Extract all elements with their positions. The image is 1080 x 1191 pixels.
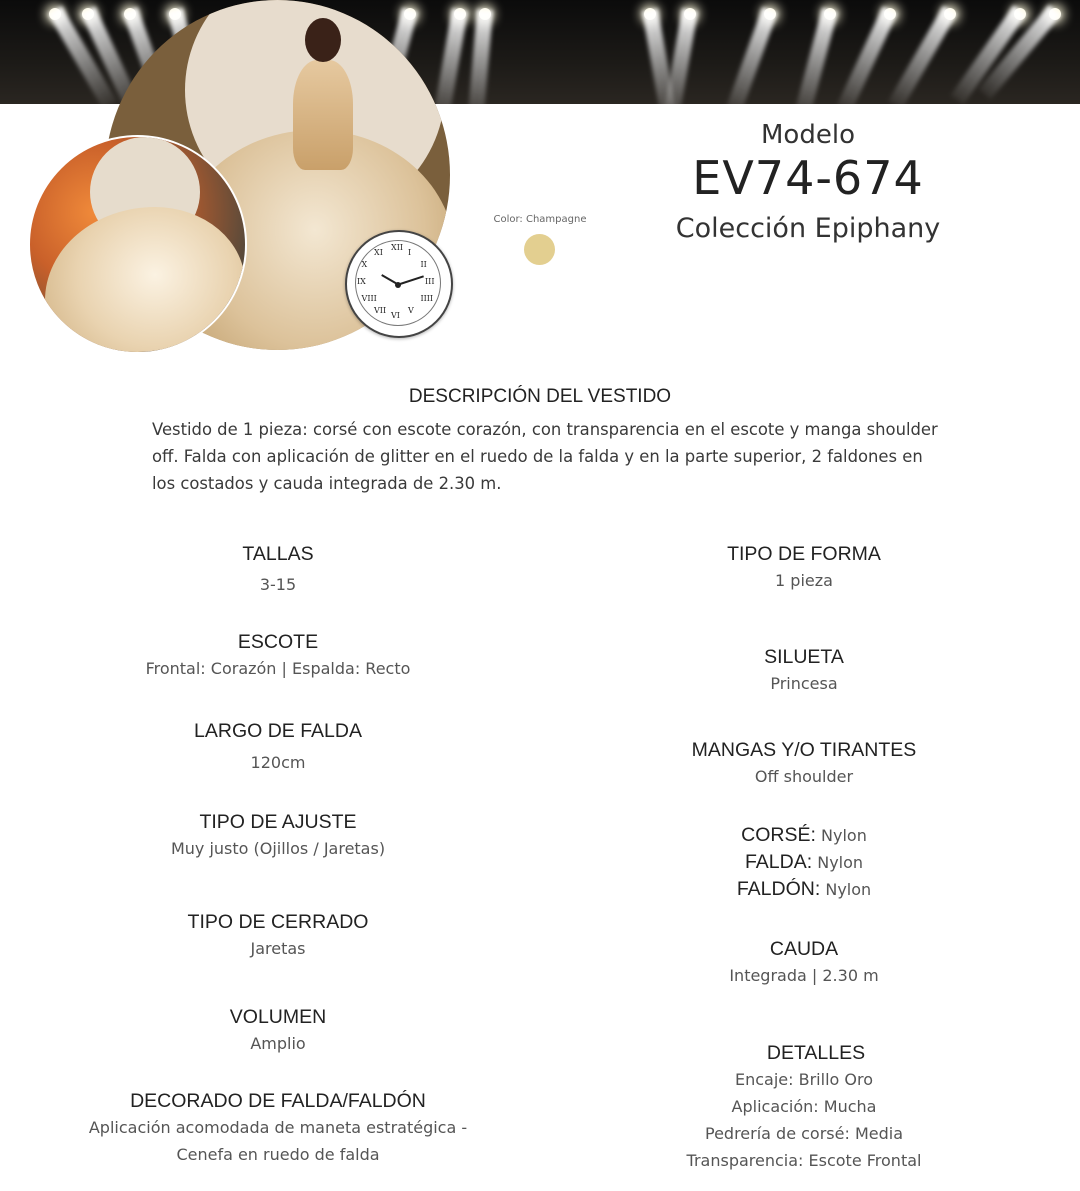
spec-silueta (566, 644, 1042, 697)
material-label: FALDA: (744, 851, 813, 873)
clock-numeral: VIII (361, 294, 377, 303)
spec-value: Off shoulder (754, 767, 854, 786)
spec-tipo-forma (566, 541, 1042, 594)
material-corse (566, 822, 1042, 849)
material-falda (566, 849, 1042, 876)
clock-numeral: X (361, 260, 368, 269)
spec-value: Muy justo (Ojillos / Jaretas) (170, 839, 386, 858)
spec-detalles (566, 1040, 1042, 1174)
spec-value: 3-15 (259, 575, 297, 594)
detail-item: Pedrería de corsé: Media (704, 1124, 904, 1143)
light-beam (836, 7, 897, 104)
description-text: Vestido de 1 pieza: corsé con escote corazón, con transparencia en el escote y manga shoulder off. Falda con aplicación de glitter en el ruedo de la falda y en la parte superior, 2 faldones en los costados y cauda integrada de 2.30 m. (152, 420, 938, 493)
model-label: Modelo (761, 120, 855, 150)
spec-value: Jaretas (250, 939, 306, 958)
collection-name: Colección Epiphany (675, 213, 941, 244)
spec-title: TIPO DE FORMA (727, 543, 881, 565)
clock-numeral: VI (391, 311, 400, 320)
color-label: Color: Champagne (493, 214, 587, 225)
light-beam (725, 7, 778, 104)
spec-tipo-ajuste (40, 809, 516, 862)
spec-value: Amplio (250, 1034, 306, 1053)
detail-item: Encaje: Brillo Oro (735, 1070, 873, 1089)
spec-title: ESCOTE (237, 631, 319, 653)
spec-decorado (40, 1088, 516, 1168)
light-beam (888, 6, 957, 104)
material-faldon (566, 876, 1042, 903)
spec-title: DECORADO DE FALDA/FALDÓN (130, 1090, 426, 1112)
clock-numeral: II (420, 260, 427, 269)
spec-title: SILUETA (764, 646, 844, 668)
detail-item: Aplicación: Mucha (731, 1097, 877, 1116)
clock-numeral: XII (391, 243, 404, 252)
spec-title: TALLAS (242, 543, 314, 565)
spec-volumen (40, 1004, 516, 1057)
detail-item: Transparencia: Escote Frontal (686, 1151, 922, 1170)
clock-center-pin (395, 282, 401, 288)
model-head (305, 18, 341, 62)
gown-bodice (293, 60, 353, 170)
gown-back-view (45, 207, 245, 354)
clock-numeral: XI (374, 247, 383, 257)
clock-numeral: III (425, 277, 435, 286)
clock-numeral: VII (374, 306, 387, 316)
spec-title: TIPO DE CERRADO (187, 911, 369, 933)
secondary-gown-photo (28, 135, 247, 354)
spec-title: VOLUMEN (229, 1006, 327, 1028)
clock-icon (345, 230, 453, 338)
model-code: EV74-674 (692, 151, 924, 205)
spec-value: Princesa (770, 674, 838, 693)
spec-tallas (40, 541, 516, 598)
spec-title: CAUDA (769, 938, 839, 960)
material-label: FALDÓN: (736, 878, 821, 900)
spec-materiales (566, 822, 1042, 903)
spec-cauda (566, 936, 1042, 989)
spec-mangas (566, 737, 1042, 790)
description-title: DESCRIPCIÓN DEL VESTIDO (408, 386, 672, 407)
color-swatch[interactable] (524, 234, 555, 265)
spec-value-line2: Cenefa en ruedo de falda (176, 1145, 380, 1164)
material-value: Nylon (821, 826, 867, 845)
material-value: Nylon (817, 853, 864, 872)
spec-tipo-cerrado (40, 909, 516, 962)
spec-value: 120cm (250, 753, 306, 772)
spec-title: MANGAS Y/O TIRANTES (691, 739, 917, 761)
light-beam (467, 9, 493, 104)
light-beam (794, 8, 838, 104)
spec-value-line1: Aplicación acomodada de maneta estratégica - (88, 1118, 468, 1137)
material-value: Nylon (825, 880, 872, 899)
clock-numeral: V (408, 306, 414, 316)
light-beam (663, 9, 698, 104)
clock-numeral: I (408, 247, 412, 257)
clock-numeral: IX (357, 277, 366, 286)
spec-largo-falda (40, 718, 516, 776)
spec-title: LARGO DE FALDA (194, 720, 362, 742)
spec-value: Frontal: Corazón | Espalda: Recto (145, 659, 411, 678)
spec-escote (40, 629, 516, 682)
clock-numeral: IIII (420, 294, 434, 303)
spec-value: Integrada | 2.30 m (729, 966, 879, 985)
spec-title: DETALLES (766, 1042, 866, 1064)
spec-value: 1 pieza (775, 571, 833, 590)
spec-title: TIPO DE AJUSTE (199, 811, 357, 833)
material-label: CORSÉ: (741, 824, 816, 846)
model-heading (640, 118, 976, 250)
